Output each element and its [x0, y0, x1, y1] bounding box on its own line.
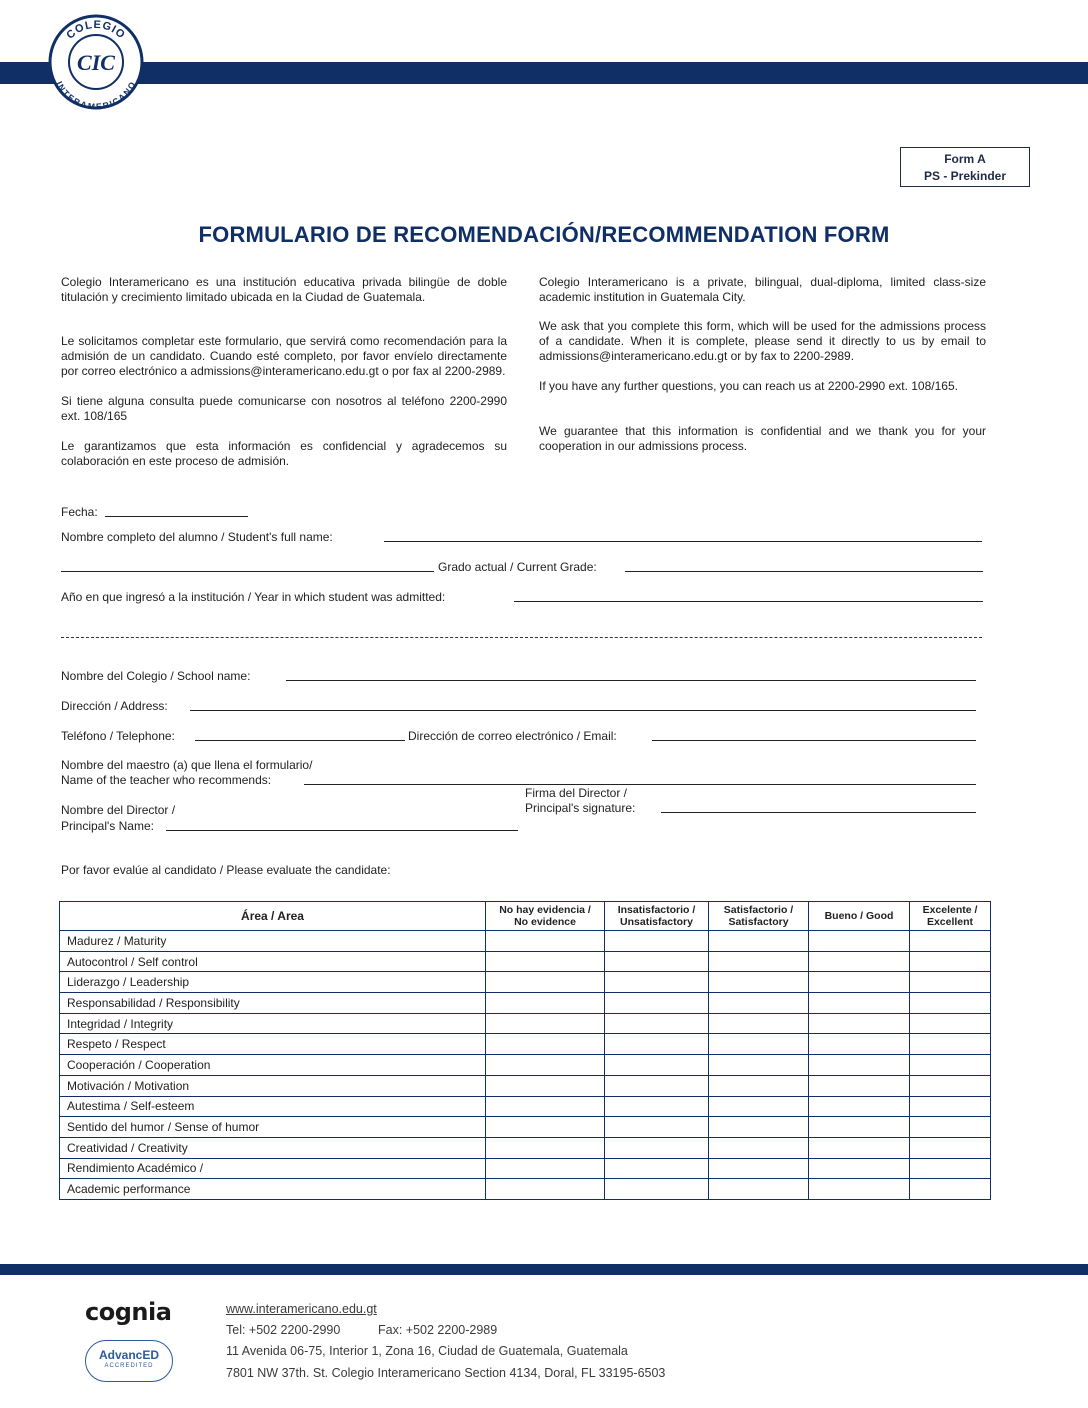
- area-cell: Cooperación / Cooperation: [60, 1055, 486, 1076]
- teacher-name-field[interactable]: [304, 784, 976, 785]
- footer-website[interactable]: www.interamericano.edu.gt: [226, 1302, 377, 1316]
- address-field[interactable]: [190, 710, 976, 711]
- header-unsatisfactory: Insatisfactorio / Unsatisfactory: [605, 902, 709, 931]
- footer-band: [0, 1264, 1088, 1275]
- rating-cell[interactable]: [486, 1055, 605, 1076]
- header-good: Bueno / Good: [809, 902, 910, 931]
- student-name-label: Nombre completo del alumno / Student's full name:: [61, 530, 333, 544]
- rating-cell[interactable]: [809, 1179, 910, 1200]
- rating-cell[interactable]: [709, 931, 809, 952]
- intro-es-3: Si tiene alguna consulta puede comunicarse con nosotros al teléfono 2200-2990 ext. 108/165: [61, 394, 507, 423]
- student-name-field[interactable]: [384, 541, 982, 542]
- rating-cell[interactable]: [709, 1096, 809, 1117]
- director-name-field[interactable]: [166, 830, 518, 831]
- rating-cell[interactable]: [486, 993, 605, 1014]
- teacher-label-line1: Nombre del maestro (a) que llena el formulario/: [61, 758, 313, 772]
- rating-cell[interactable]: [809, 1137, 910, 1158]
- rating-cell[interactable]: [910, 1158, 991, 1179]
- table-row: [60, 951, 991, 972]
- table-row: [60, 1137, 991, 1158]
- rating-cell[interactable]: [910, 1096, 991, 1117]
- header-excellent: Excelente / Excellent: [910, 902, 991, 931]
- advanced-badge: [85, 1340, 173, 1382]
- rating-cell[interactable]: [809, 1034, 910, 1055]
- rating-cell[interactable]: [709, 1179, 809, 1200]
- rating-cell[interactable]: [809, 931, 910, 952]
- logo-ring-top: COLEGIO: [64, 18, 128, 42]
- footer-tel: Tel: +502 2200-2990: [226, 1323, 341, 1337]
- rating-cell[interactable]: [910, 1137, 991, 1158]
- intro-es-2: Le solicitamos completar este formulario, que servirá como recomendación para la admisión de un candidato. Cuando esté completo, por favor envíelo directamente por correo electrónico a admissions@interamericano.edu.gt o por fax al 2200-2989.: [61, 334, 507, 378]
- cognia-logo: cognia: [85, 1298, 172, 1326]
- rating-cell[interactable]: [910, 1055, 991, 1076]
- area-cell: Creatividad / Creativity: [60, 1137, 486, 1158]
- rating-cell[interactable]: [809, 972, 910, 993]
- table-header-row: [60, 902, 991, 931]
- rating-cell[interactable]: [910, 1075, 991, 1096]
- rating-cell[interactable]: [809, 1055, 910, 1076]
- rating-cell[interactable]: [486, 972, 605, 993]
- footer-fax: Fax: +502 2200-2989: [378, 1323, 498, 1337]
- rating-cell[interactable]: [605, 1117, 709, 1138]
- rating-cell[interactable]: [809, 951, 910, 972]
- teacher-label-line2: Name of the teacher who recommends:: [61, 773, 272, 787]
- fecha-label: Fecha:: [61, 505, 98, 519]
- rating-cell[interactable]: [486, 1158, 605, 1179]
- table-row: [60, 1117, 991, 1138]
- rating-cell[interactable]: [486, 1117, 605, 1138]
- evaluate-prompt: Por favor evalúe al candidato / Please evaluate the candidate:: [61, 863, 391, 877]
- area-cell: Rendimiento Académico /: [60, 1158, 486, 1179]
- rating-cell[interactable]: [605, 931, 709, 952]
- table-row: [60, 1096, 991, 1117]
- page-title: FORMULARIO DE RECOMENDACIÓN/RECOMMENDATION FORM: [198, 222, 890, 247]
- advanced-badge-main: AdvancED: [98, 1348, 160, 1362]
- rating-cell[interactable]: [605, 1096, 709, 1117]
- director-label-line2: Principal's Name:: [61, 819, 154, 833]
- table-row: [60, 1158, 991, 1179]
- telephone-label: Teléfono / Telephone:: [61, 729, 175, 743]
- rating-cell[interactable]: [605, 1034, 709, 1055]
- footer-address-us: 7801 NW 37th. St. Colegio Interamericano Section 4134, Doral, FL 33195-6503: [226, 1366, 666, 1380]
- logo-monogram: CIC: [77, 50, 115, 75]
- rating-cell[interactable]: [486, 1034, 605, 1055]
- rating-cell[interactable]: [910, 1117, 991, 1138]
- rating-cell[interactable]: [486, 1096, 605, 1117]
- telephone-field[interactable]: [195, 740, 405, 741]
- rating-cell[interactable]: [910, 1179, 991, 1200]
- signature-field[interactable]: [661, 812, 976, 813]
- header-no-evidence: No hay evidencia / No evidence: [486, 902, 605, 931]
- school-logo: [48, 14, 144, 110]
- rating-cell[interactable]: [709, 1075, 809, 1096]
- address-label: Dirección / Address:: [61, 699, 168, 713]
- area-cell: Sentido del humor / Sense of humor: [60, 1117, 486, 1138]
- rating-cell[interactable]: [709, 1013, 809, 1034]
- rating-cell[interactable]: [809, 1013, 910, 1034]
- rating-cell[interactable]: [910, 993, 991, 1014]
- rating-cell[interactable]: [709, 972, 809, 993]
- school-name-label: Nombre del Colegio / School name:: [61, 669, 251, 683]
- rating-cell[interactable]: [605, 1137, 709, 1158]
- email-label: Dirección de correo electrónico / Email:: [408, 729, 617, 743]
- area-cell: Respeto / Respect: [60, 1034, 486, 1055]
- rating-cell[interactable]: [605, 1055, 709, 1076]
- rating-cell[interactable]: [709, 993, 809, 1014]
- rating-cell[interactable]: [809, 1158, 910, 1179]
- table-row: [60, 972, 991, 993]
- area-cell: Academic performance: [60, 1179, 486, 1200]
- rating-cell[interactable]: [809, 1075, 910, 1096]
- email-field[interactable]: [652, 740, 976, 741]
- intro-es-1: Colegio Interamericano es una institución educativa privada bilingüe de doble titulación y crecimiento limitado ubicada en la Ciudad de Guatemala.: [61, 275, 507, 304]
- table-row: [60, 1034, 991, 1055]
- area-cell: Responsabilidad / Responsibility: [60, 993, 486, 1014]
- rating-cell[interactable]: [605, 1013, 709, 1034]
- table-row: [60, 1075, 991, 1096]
- intro-en-1: Colegio Interamericano is a private, bilingual, dual-diploma, limited class-size academic institution in Guatemala City.: [539, 275, 986, 304]
- signature-label-line2: Principal's signature:: [525, 801, 636, 815]
- table-row: [60, 931, 991, 952]
- rating-cell[interactable]: [809, 1117, 910, 1138]
- header-area: Área / Area: [60, 902, 486, 931]
- intro-es-4: Le garantizamos que esta información es confidencial y agradecemos su colaboración en este proceso de admisión.: [61, 439, 507, 468]
- grade-field[interactable]: [625, 571, 983, 572]
- year-admitted-label: Año en que ingresó a la institución / Year in which student was admitted:: [61, 590, 446, 604]
- rating-cell[interactable]: [709, 1055, 809, 1076]
- rating-cell[interactable]: [709, 1158, 809, 1179]
- form-code-line2: PS - Prekinder: [923, 169, 1007, 183]
- rating-cell[interactable]: [910, 951, 991, 972]
- table-row: [60, 1055, 991, 1076]
- student-name-field-continued[interactable]: [61, 571, 434, 572]
- table-row: [60, 1179, 991, 1200]
- area-cell: Motivación / Motivation: [60, 1075, 486, 1096]
- rating-cell[interactable]: [910, 931, 991, 952]
- grade-label: Grado actual / Current Grade:: [438, 560, 597, 574]
- rating-cell[interactable]: [605, 993, 709, 1014]
- section-divider: [61, 637, 982, 638]
- form-code-line1: Form A: [944, 152, 986, 166]
- rating-cell[interactable]: [910, 1013, 991, 1034]
- area-cell: Madurez / Maturity: [60, 931, 486, 952]
- area-cell: Integridad / Integrity: [60, 1013, 486, 1034]
- area-cell: Liderazgo / Leadership: [60, 972, 486, 993]
- intro-en-2: We ask that you complete this form, which will be used for the admissions process of a candidate. When it is complete, please send it directly to us by email to admissions@interamericano.edu.gt or by fax to 2200-2989.: [539, 319, 986, 363]
- rating-cell[interactable]: [486, 931, 605, 952]
- header-band: [0, 62, 1088, 84]
- header-satisfactory: Satisfactorio / Satisfactory: [709, 902, 809, 931]
- rating-cell[interactable]: [605, 951, 709, 972]
- rating-cell[interactable]: [809, 1096, 910, 1117]
- rating-cell[interactable]: [605, 1158, 709, 1179]
- rating-cell[interactable]: [486, 1013, 605, 1034]
- rating-cell[interactable]: [809, 993, 910, 1014]
- year-admitted-field[interactable]: [514, 601, 983, 602]
- area-cell: Autestima / Self-esteem: [60, 1096, 486, 1117]
- school-name-field[interactable]: [286, 680, 976, 681]
- rating-cell[interactable]: [709, 1137, 809, 1158]
- logo-ring-bottom: INTERAMERICANO: [54, 79, 138, 110]
- table-row: [60, 993, 991, 1014]
- rating-cell[interactable]: [486, 1137, 605, 1158]
- footer-address-gt: 11 Avenida 06-75, Interior 1, Zona 16, Ciudad de Guatemala, Guatemala: [226, 1344, 628, 1358]
- intro-en-4: We guarantee that this information is confidential and we thank you for your cooperation in our admissions process.: [539, 424, 986, 453]
- rating-cell[interactable]: [605, 1075, 709, 1096]
- advanced-badge-sub: ACCREDITED: [104, 1363, 154, 1369]
- rating-cell[interactable]: [605, 972, 709, 993]
- evaluation-table: [59, 901, 991, 1200]
- rating-cell[interactable]: [486, 1075, 605, 1096]
- table-row: [60, 1013, 991, 1034]
- fecha-field[interactable]: [105, 516, 248, 517]
- rating-cell[interactable]: [709, 1117, 809, 1138]
- area-cell: Autocontrol / Self control: [60, 951, 486, 972]
- director-label-line1: Nombre del Director /: [61, 803, 176, 817]
- rating-cell[interactable]: [709, 951, 809, 972]
- rating-cell[interactable]: [910, 972, 991, 993]
- signature-label-line1: Firma del Director /: [525, 786, 628, 800]
- rating-cell[interactable]: [486, 951, 605, 972]
- rating-cell[interactable]: [486, 1179, 605, 1200]
- intro-en-3: If you have any further questions, you can reach us at 2200-2990 ext. 108/165.: [539, 379, 958, 393]
- rating-cell[interactable]: [605, 1179, 709, 1200]
- rating-cell[interactable]: [709, 1034, 809, 1055]
- rating-cell[interactable]: [910, 1034, 991, 1055]
- form-code-box: [900, 147, 1030, 187]
